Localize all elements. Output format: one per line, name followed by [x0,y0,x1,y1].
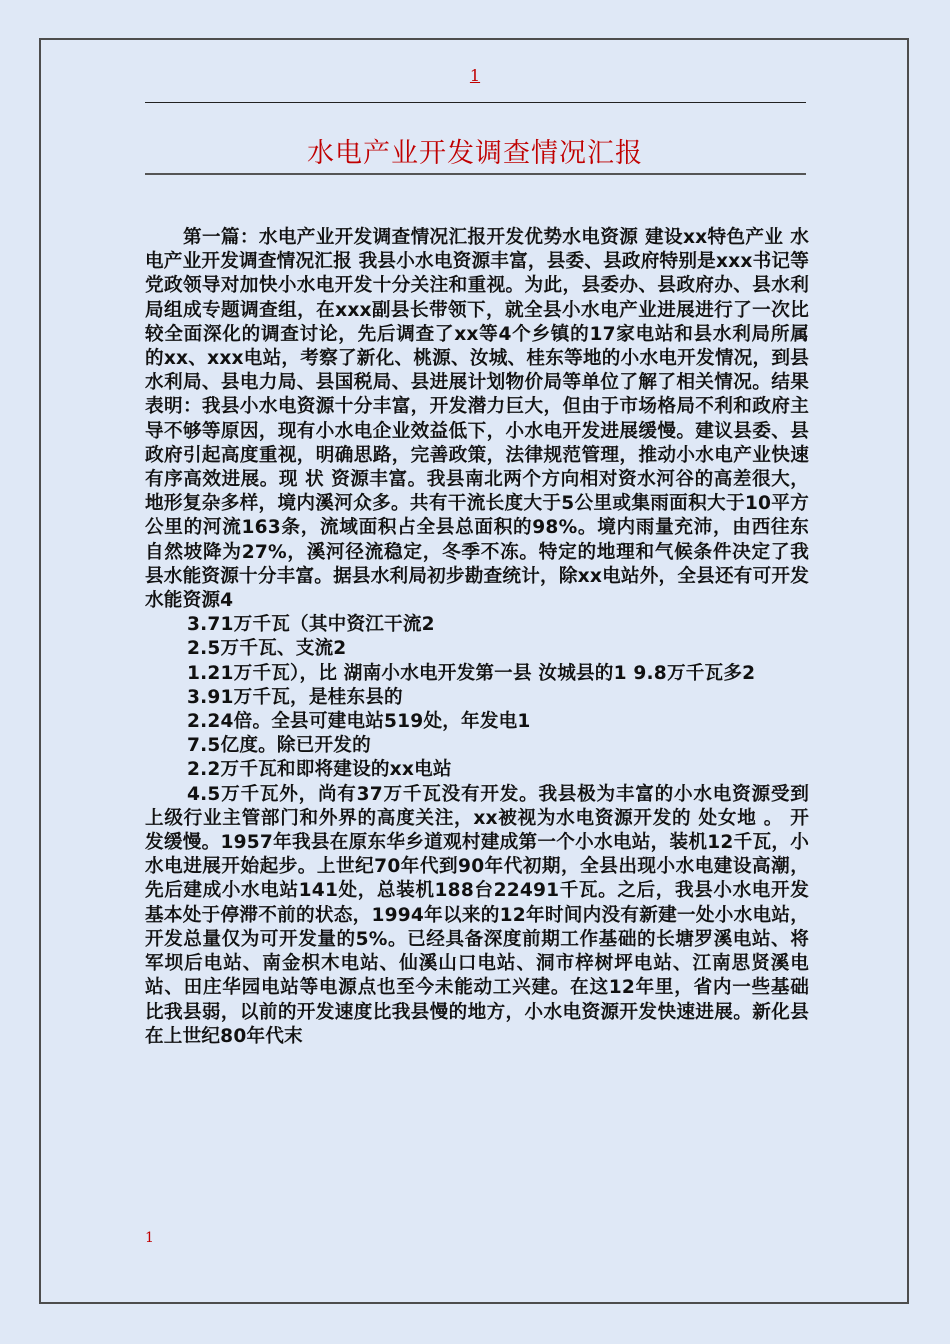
document-body [145,226,809,1049]
title-divider [145,173,806,175]
document-title: 水电产业开发调查情况汇报 [307,138,643,169]
paragraph: 2.24倍。全县可建电站519处，年发电1 [187,711,531,733]
paragraph: 7.5亿度。除已开发的 [187,735,371,757]
header-page-number: 1 [469,66,481,85]
paragraph: 3.91万千瓦，是桂东县的 [187,686,403,708]
paragraph: 4.5万千瓦外，尚有37万千瓦没有开发。我县极为丰富的小水电资源受到上级行业主管部门和外界的高度关注，xx被视为水电资源开发的 处女地 。 开发缓慢。1957年我县在原东华乡道观村建成第一个小水电站，装机12千瓦，小水电进展开始起步。上世纪70年代到90年代初期，全县出现小水电建设高潮，先后建成小水电站141处，总装机188台22491千瓦。之后，我县小水电开发基本处于停滞不前的状态，1994年以来的12年时间内没有新建一处小水电站，开发总量仅为可开发量的5%。已经具备深度前期工作基础的长塘罗溪电站、将军坝后电站、南金枳木电站、仙溪山口电站、洞市梓树坪电站、江南思贤溪电站、田庄华园电站等电源点也至今未能动工兴建。在这12年里，省内一些基础比我县弱，以前的开发速度比我县慢的地方，小水电资源开发快速进展。新化县在上世纪80年代末 [145,783,809,1047]
paragraph: 第一篇：水电产业开发调查情况汇报开发优势水电资源 建设xx特色产业 水电产业开发调查情况汇报 我县小水电资源丰富，县委、县政府特别是xxx书记等党政领导对加快小水电开发十分关注和重视。为此，县委办、县政府办、县水利局组成专题调查组，在xxx副县长带领下，就全县小水电产业进展进行了一次比较全面深化的调查讨论，先后调查了xx等4个乡镇的17家电站和县水利局所属的xx、xxx电站，考察了新化、桃源、汝城、桂东等地的小水电开发情况，到县水利局、县电力局、县国税局、县进展计划物价局等单位了解了相关情况。结果表明：我县小水电资源十分丰富，开发潜力巨大，但由于市场格局不利和政府主导不够等原因，现有小水电企业效益低下，小水电开发进展缓慢。建议县委、县政府引起高度重视，明确思路，完善政策，法律规范管理，推动小水电产业快速有序高效进展。现 状 资源丰富。我县南北两个方向相对资水河谷的高差很大，地形复杂多样，境内溪河众多。共有干流长度大于5公里或集雨面积大于10平方公里的河流163条，流域面积占全县总面积的98%。境内雨量充沛，由西往东自然坡降为27%，溪河径流稳定，冬季不冻。特定的地理和气候条件决定了我县水能资源十分丰富。据县水利局初步勘查统计，除xx电站外，全县还有可开发水能资源4 [145,227,809,612]
paragraph: 2.5万千瓦、支流2 [187,638,347,660]
footer-page-number: 1 [145,1230,154,1246]
paragraph: 1.21万千瓦），比 湖南小水电开发第一县 汝城县的1 9.8万千瓦多2 [187,662,756,684]
header-divider [145,102,806,103]
paragraph: 3.71万千瓦（其中资江干流2 [187,614,435,636]
paragraph: 2.2万千瓦和即将建设的xx电站 [187,759,452,781]
